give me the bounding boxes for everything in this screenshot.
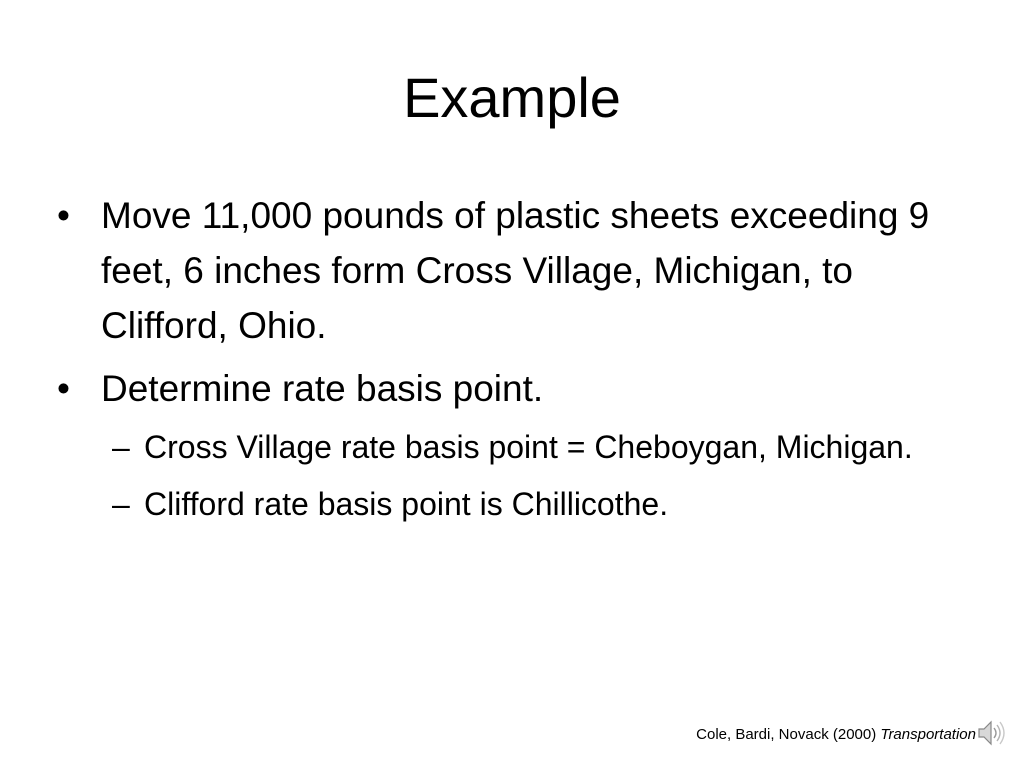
bullet-item [57,188,957,353]
bullet-item [57,361,957,416]
bullet-list [57,188,957,538]
sub-bullet-marker: – [112,486,130,522]
bullet-marker: • [57,195,70,236]
citation-authors: Cole, Bardi, Novack (2000) [696,726,881,743]
sub-bullet-text: Clifford rate basis point is Chillicothe. [144,486,669,522]
citation-title: Transportation [880,726,976,743]
speaker-sound-icon[interactable] [975,717,1007,749]
bullet-text: Determine rate basis point. [101,368,544,409]
sub-bullet-marker: – [112,429,130,465]
sub-bullet-item [57,481,957,528]
sub-bullet-text: Cross Village rate basis point = Cheboygan, Michigan. [144,429,913,465]
bullet-marker: • [57,368,70,409]
slide-title: Example [403,66,621,129]
bullet-text: Move 11,000 pounds of plastic sheets exceeding 9 feet, 6 inches form Cross Village, Michigan, to Clifford, Ohio. [101,195,930,346]
sub-bullet-item [57,424,957,471]
source-citation [696,726,976,744]
